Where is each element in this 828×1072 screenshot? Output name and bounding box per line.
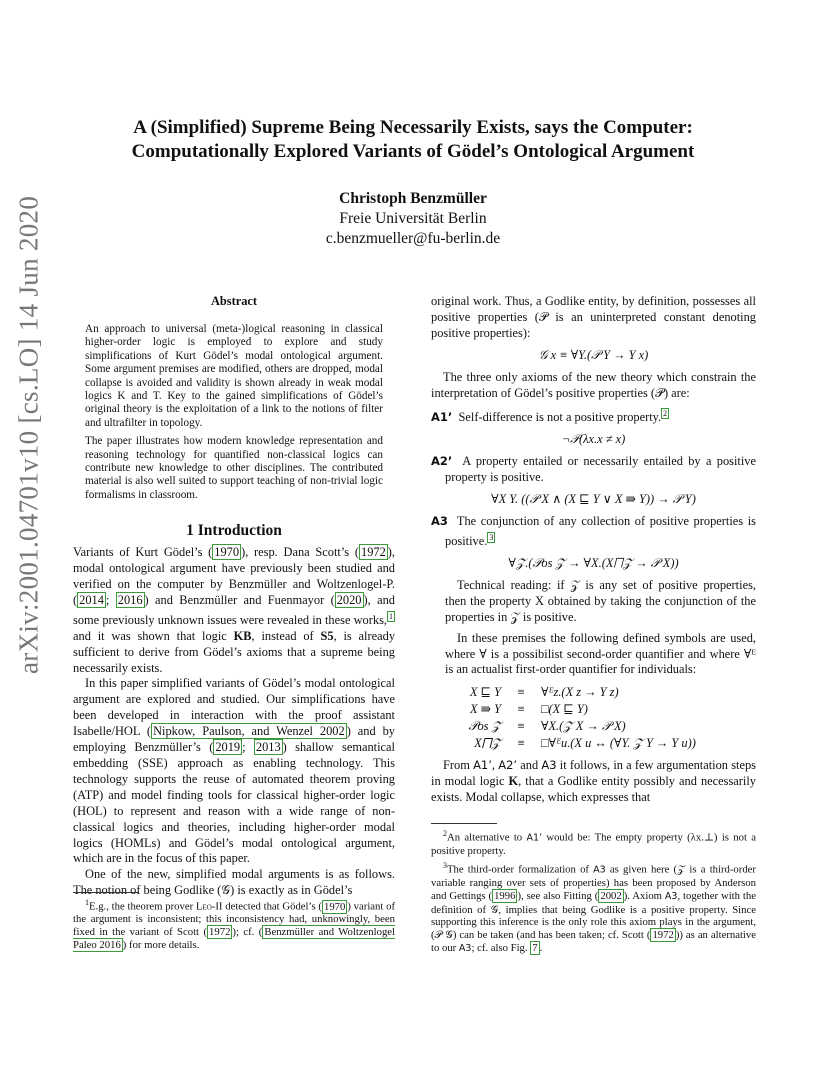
citation-link[interactable]: 1970 <box>214 545 240 560</box>
logic-name-k: K <box>508 774 519 789</box>
footnote-number: 3 <box>443 860 447 870</box>
text-run: In this paper simplified variants of Gödel’s modal ontological argument are explored and studied. Our simplifications have been developed in interaction with the proof assistant Isabelle/HOL ( <box>73 676 395 739</box>
definition-lhs: 𝒫os 𝒵 <box>468 719 501 734</box>
equivalence-symbol: ≡ <box>517 685 525 700</box>
definition-rhs: ∀X.(𝒵 X → 𝒫 X) <box>541 719 626 734</box>
author-block <box>70 189 756 249</box>
text-run: , that a Godlike entity possibly and necessarily exists. Modal collapse, which expresses that <box>431 774 756 805</box>
text-run: E.g., the theorem prover <box>89 900 196 913</box>
text-run: , is already sufficient to derive from Gödel’s axioms that a supreme being necessarily exists. <box>73 628 396 675</box>
intro-paragraph-3: One of the new, simplified modal arguments is as follows. The notion of being Godlike (𝒢) is exactly as in Gödel’s <box>73 867 395 898</box>
definition-rhs: ∀ᴱz.(X z → Y z) <box>541 685 619 700</box>
axiom-ref: A1’ <box>473 758 492 773</box>
citation-link[interactable]: 1970 <box>323 900 346 913</box>
axiom-ref: A3 <box>458 942 472 954</box>
footnote-rule <box>431 823 497 824</box>
footnote-2 <box>431 828 756 858</box>
figure-link[interactable]: 7 <box>532 941 538 954</box>
citation-link[interactable]: 2020 <box>336 592 362 607</box>
text-run: as given here (𝒵 is a third-order variable ranging over sets of properties) has been proposed by Anderson and Gettings ( <box>431 863 756 902</box>
text-run: , instead of <box>251 628 321 643</box>
axiom-label: A2’ <box>431 454 453 469</box>
citation-link[interactable]: 1996 <box>494 889 516 902</box>
citation-link[interactable]: 2014 <box>79 592 104 607</box>
footnote-ref-2[interactable]: 2 <box>663 409 668 419</box>
axiom-ref: A3 <box>541 758 557 773</box>
text-run: ), resp. Dana Scott’s ( <box>241 545 359 560</box>
text-run: ) and Benzmüller and Fuenmayor ( <box>144 592 335 607</box>
abstract-paragraph-1: An approach to universal (meta-)logical reasoning in classical higher-order logic is employed to explore and study simplifications of Kurt Gödel’s modal ontological argument. Some argument premises are modified, others are dropped, modal collapse is avoided and validity is shown already in weak modal logics K and T. Key to the gained simplifications of Gödel’s original theory is the exploitation of a link to the notions of filter and ultrafilter in topology. <box>85 322 383 429</box>
definition-row <box>453 684 756 701</box>
axiom-text: A property entailed or necessarily entailed by a positive property is positive. <box>445 454 756 485</box>
equivalence-symbol: ≡ <box>517 719 525 734</box>
logic-name-kb: KB <box>233 628 252 643</box>
text-run: , <box>491 758 499 773</box>
footnotes-left <box>73 892 395 953</box>
text-run: )) as an alternative to our <box>431 929 756 954</box>
text-run: Variants of Kurt Gödel’s ( <box>73 545 213 560</box>
axiom-label: A3 <box>431 514 448 529</box>
paper-title <box>70 116 756 164</box>
definitions-table <box>453 684 756 752</box>
footnote-3 <box>431 860 756 955</box>
right-paragraph-3: In these premises the following defined symbols are used, where ∀ is a possibilist second-order quantifier and where ∀ᴱ is an actualist first-order quantifier for individuals: <box>445 630 756 677</box>
arxiv-sidebar <box>8 195 50 674</box>
citation-link[interactable]: 1972 <box>361 545 386 560</box>
citation-link[interactable]: 2002 <box>600 889 622 902</box>
axiom-ref: A3 <box>664 890 678 902</box>
axiom-a3 <box>431 514 756 550</box>
text-run: ; cf. also Fig. <box>471 941 531 954</box>
text-run: detected that Gödel’s ( <box>222 900 322 913</box>
text-run: The third-order formalization of <box>447 863 594 876</box>
text-run: ) variant of the argument is inconsistent; this inconsistency had, unknowingly, been fixed in the variant of Scott ( <box>73 900 396 938</box>
right-column <box>431 294 756 806</box>
definition-row <box>453 735 756 752</box>
section-heading-introduction: 1 Introduction <box>186 522 282 540</box>
citation-link[interactable]: 2016 <box>117 592 143 607</box>
equation-a1: ¬𝒫(λx.x ≠ x) <box>561 432 626 447</box>
right-paragraph-2: The three only axioms of the new theory which constrain the interpretation of Gödel’s positive properties (𝒫) are: <box>431 369 756 400</box>
citation-link[interactable]: 1972 <box>209 925 231 938</box>
logic-name-s5: S5 <box>320 628 334 643</box>
technical-reading: Technical reading: if 𝒵 is any set of positive properties, then the property X obtained by taking the conjunction of the properties in 𝒵 is positive. <box>445 577 756 624</box>
text-run: ), modal ontological argument have previously been studied and verified on the computer by Benzmüller and Woltzenlogel-P. ( <box>73 545 396 607</box>
citation-link[interactable]: Nipkow, Paulson, and Wenzel 2002 <box>153 724 345 739</box>
text-run: ; <box>242 740 254 755</box>
citation-link[interactable]: 2013 <box>255 740 281 755</box>
definition-rhs: □∀ᴱu.(X u ↔ (∀Y. 𝒵 Y → Y u)) <box>541 736 696 751</box>
citation-link[interactable]: 2019 <box>215 740 241 755</box>
title-line-1: A (Simplified) Supreme Being Necessarily Exists, says the Computer: <box>133 117 693 138</box>
definition-rhs: □(X ⊑ Y) <box>541 702 588 717</box>
axiom-ref: A2’ <box>498 758 518 773</box>
text-run: , together with the definition of 𝒢, implies that being Godlike is a positive property. Since supporting this inference is the only role this axiom plays in the argument, (𝒫 𝒢) can be taken (and has been taken; cf. Scott ( <box>431 889 756 942</box>
text-run: An alternative to <box>447 831 527 844</box>
author-affiliation: Freie Universität Berlin <box>339 210 487 227</box>
axiom-ref: A1’ <box>526 832 543 844</box>
text-run: . <box>539 941 543 954</box>
definition-lhs: X ⊑ Y <box>469 685 501 700</box>
equivalence-symbol: ≡ <box>517 736 525 751</box>
axiom-label: A1’ <box>431 410 453 425</box>
text-run: ) for more details. <box>122 938 200 951</box>
equivalence-symbol: ≡ <box>517 702 525 717</box>
footnote-number: 1 <box>85 898 89 907</box>
text-run: ) shallow semantical embedding (SSE) approach as enabling technology. This technology supports the reuse of automated theorem proving (ATP) and model finding tools for classical higher-order logic (HOL) to represent and reason with a wide range of non-classical logics and theories, including higher-order modal logics (HOMLs) and Gödel’s modal ontological argument, which are in the focus of this paper. <box>73 740 395 866</box>
axiom-text: Self-difference is not a positive property. <box>458 410 662 425</box>
footnote-1 <box>73 897 395 951</box>
definition-lhs: X⨅𝒵 <box>474 736 501 751</box>
citation-link[interactable]: 1972 <box>652 929 674 942</box>
definition-row <box>453 718 756 735</box>
equation-godlike: 𝒢 x ≡ ∀Y.(𝒫 Y → Y x) <box>538 347 649 362</box>
arxiv-identifier: arXiv:2001.04701v10 [cs.LO] 14 Jun 2020 <box>13 195 44 674</box>
equation-a2: ∀X Y. ((𝒫 X ∧ (X ⊑ Y ∨ X ⇛ Y)) → 𝒫 Y) <box>491 492 696 507</box>
text-run: ), and some previously unknown issues were revealed in these works, <box>73 592 395 627</box>
text-run: and <box>517 758 542 773</box>
footnote-rule <box>73 892 139 893</box>
footnote-ref-3[interactable]: 3 <box>489 533 494 542</box>
intro-paragraph-2 <box>73 676 395 867</box>
right-paragraph-1: original work. Thus, a Godlike entity, by definition, possesses all positive properties (𝒫 is an uninterpreted constant denoting positive properties): <box>431 294 756 340</box>
abstract-heading: Abstract <box>210 294 258 308</box>
prover-name: Leo-II <box>195 900 223 913</box>
text-run: ), see also Fitting ( <box>517 889 599 902</box>
footnote-number: 2 <box>443 829 447 838</box>
axiom-ref: A3 <box>593 864 606 876</box>
text-run: it follows, in a few argumentation steps in modal logic <box>431 758 756 789</box>
text-run: ). Axiom <box>623 889 665 902</box>
left-column <box>73 294 395 899</box>
text-run: and it was shown that logic <box>73 628 234 643</box>
author-email[interactable]: c.benzmueller@fu-berlin.de <box>325 230 501 247</box>
equation-a3: ∀𝒵.(𝒫os 𝒵 → ∀X.(X⨅𝒵 → 𝒫 X)) <box>508 556 679 571</box>
text-run: From <box>443 758 474 773</box>
footnote-ref-1[interactable]: 1 <box>389 611 393 621</box>
text-run: ) and by employing Benzmüller’s ( <box>73 724 396 755</box>
title-line-2: Computationally Explored Variants of Gödel’s Ontological Argument <box>131 141 695 162</box>
abstract-paragraph-2: The paper illustrates how modern knowledge representation and reasoning technology for quantified non-classical logics can contribute new knowledge to other disciplines. The contributed material is also well suited to support teaching of non-trivial logic formalisms in classroom. <box>85 435 383 501</box>
footnotes-right <box>431 823 756 957</box>
citation-link[interactable]: Benzmüller and Woltzenlogel Paleo 2016 <box>73 925 396 951</box>
text-run: would be: The empty property (λx.⊥) is not a positive property. <box>431 831 757 858</box>
definition-row <box>453 701 756 718</box>
author-name: Christoph Benzmüller <box>339 190 487 207</box>
intro-paragraph-1 <box>73 545 395 676</box>
axiom-a2 <box>431 454 756 486</box>
text-run: ; <box>105 592 116 607</box>
axiom-text: The conjunction of any collection of positive properties is positive. <box>445 514 756 549</box>
definition-lhs: X ⇛ Y <box>469 702 501 717</box>
right-paragraph-4 <box>431 758 756 806</box>
text-run: ); cf. ( <box>232 925 263 938</box>
axiom-a1 <box>431 406 756 426</box>
